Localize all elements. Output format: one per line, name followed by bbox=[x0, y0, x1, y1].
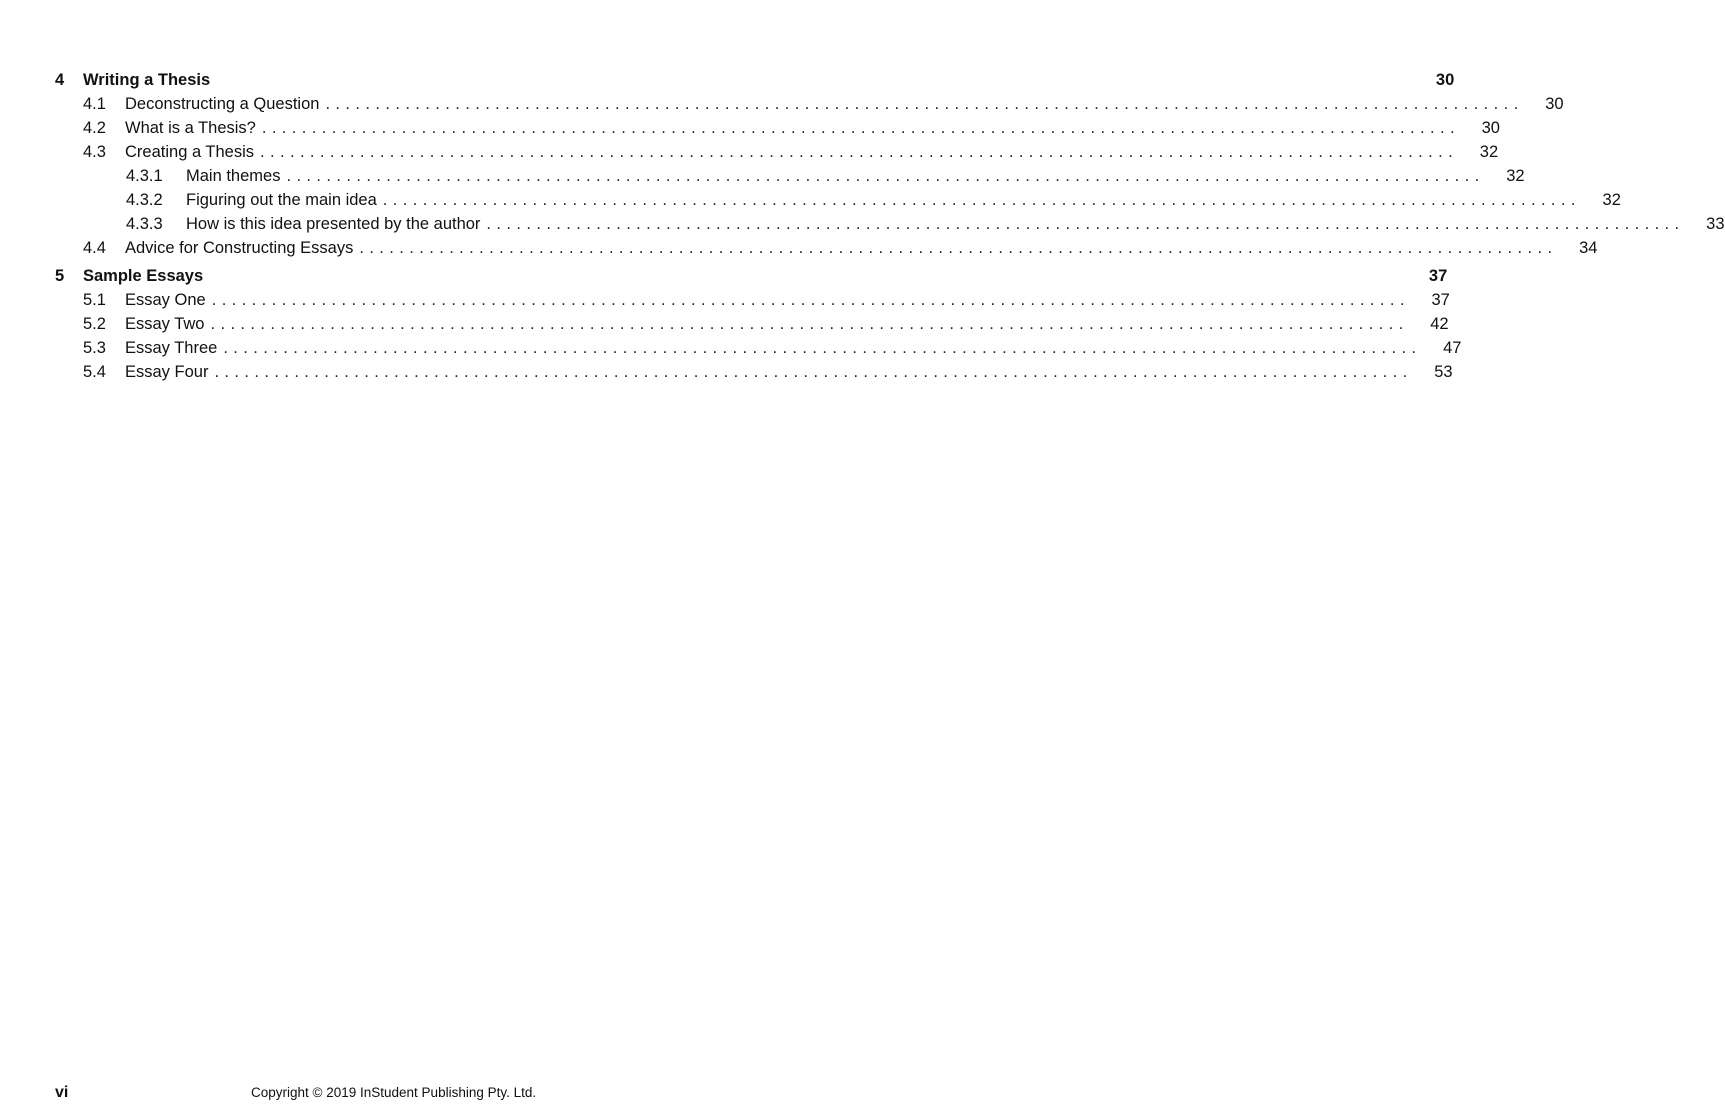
toc-leader: ........................................................................................................................ bbox=[286, 167, 1485, 185]
copyright-notice: Copyright © 2019 InStudent Publishing Pty. Ltd. bbox=[251, 1085, 537, 1100]
toc-chapter-row[interactable] bbox=[55, 264, 1448, 288]
toc-leader: ........................................................................................................................ bbox=[211, 291, 1410, 309]
toc-number: 4.3.2 bbox=[126, 191, 163, 209]
toc-page-number: 47 bbox=[1443, 339, 1462, 357]
toc-number: 5.2 bbox=[83, 315, 106, 333]
toc-page-number: 42 bbox=[1430, 315, 1449, 333]
toc-chapter-row[interactable] bbox=[55, 68, 1455, 92]
toc-page-number: 30 bbox=[1481, 119, 1500, 137]
toc-number: 4.4 bbox=[83, 239, 106, 257]
toc-page-number: 32 bbox=[1506, 167, 1525, 185]
folio-page-number: vi bbox=[55, 1084, 69, 1101]
toc-title: Essay Two bbox=[125, 315, 205, 333]
toc-section-row[interactable] bbox=[55, 92, 1564, 116]
toc-section-row[interactable] bbox=[55, 360, 1453, 384]
toc-leader: ........................................................................................................................ bbox=[260, 143, 1459, 161]
toc-section-row[interactable] bbox=[55, 236, 1598, 260]
toc-number: 4.3.1 bbox=[126, 167, 163, 185]
toc-title: Essay Four bbox=[125, 363, 209, 381]
toc-section-row[interactable] bbox=[55, 116, 1500, 140]
toc-subsection-row[interactable] bbox=[55, 212, 1725, 236]
toc-title: Essay One bbox=[125, 291, 206, 309]
toc-number: 4.3.3 bbox=[126, 215, 163, 233]
toc-title: What is a Thesis? bbox=[125, 119, 256, 137]
toc-number: 5 bbox=[55, 267, 65, 285]
toc-subsection-row[interactable] bbox=[55, 188, 1621, 212]
toc-page-number: 37 bbox=[1428, 267, 1448, 285]
toc-page-number: 34 bbox=[1579, 239, 1598, 257]
toc-page-number: 30 bbox=[1545, 95, 1564, 113]
toc-page-number: 32 bbox=[1479, 143, 1499, 161]
toc-number: 4.3 bbox=[83, 143, 106, 161]
toc-title: How is this idea presented by the author bbox=[186, 215, 481, 233]
toc-number: 4.1 bbox=[83, 95, 106, 113]
toc-title: Writing a Thesis bbox=[83, 71, 211, 89]
table-of-contents bbox=[55, 68, 1725, 384]
toc-page-number: 33 bbox=[1706, 215, 1725, 233]
toc-subsection-row[interactable] bbox=[55, 164, 1525, 188]
toc-section-row[interactable] bbox=[55, 288, 1450, 312]
toc-title: Deconstructing a Question bbox=[125, 95, 320, 113]
toc-number: 4 bbox=[55, 71, 65, 89]
toc-page-number: 53 bbox=[1434, 363, 1453, 381]
toc-title: Essay Three bbox=[125, 339, 218, 357]
toc-leader: ........................................................................................................................ bbox=[382, 191, 1581, 209]
toc-section-row[interactable] bbox=[55, 140, 1499, 164]
toc-section-row[interactable] bbox=[55, 336, 1462, 360]
toc-title: Figuring out the main idea bbox=[186, 191, 377, 209]
toc-page-number: 32 bbox=[1602, 191, 1621, 209]
toc-number: 5.1 bbox=[83, 291, 106, 309]
toc-leader: ........................................................................................................................ bbox=[223, 339, 1422, 357]
toc-number: 4.2 bbox=[83, 119, 106, 137]
toc-leader: ........................................................................................................................ bbox=[486, 215, 1685, 233]
toc-number: 5.4 bbox=[83, 363, 106, 381]
toc-section-row[interactable] bbox=[55, 312, 1449, 336]
toc-title: Advice for Constructing Essays bbox=[125, 239, 354, 257]
toc-leader: ........................................................................................................................ bbox=[210, 315, 1409, 333]
toc-leader: ........................................................................................................................ bbox=[325, 95, 1524, 113]
toc-number: 5.3 bbox=[83, 339, 106, 357]
page-footer bbox=[55, 1084, 736, 1106]
toc-page-number: 30 bbox=[1435, 71, 1455, 89]
toc-title: Main themes bbox=[186, 167, 281, 185]
toc-page-number: 37 bbox=[1431, 291, 1450, 309]
toc-leader: ........................................................................................................................ bbox=[261, 119, 1460, 137]
toc-leader: ........................................................................................................................ bbox=[359, 239, 1558, 257]
toc-leader: ........................................................................................................................ bbox=[214, 363, 1413, 381]
toc-title: Sample Essays bbox=[83, 267, 204, 285]
toc-title: Creating a Thesis bbox=[125, 143, 255, 161]
